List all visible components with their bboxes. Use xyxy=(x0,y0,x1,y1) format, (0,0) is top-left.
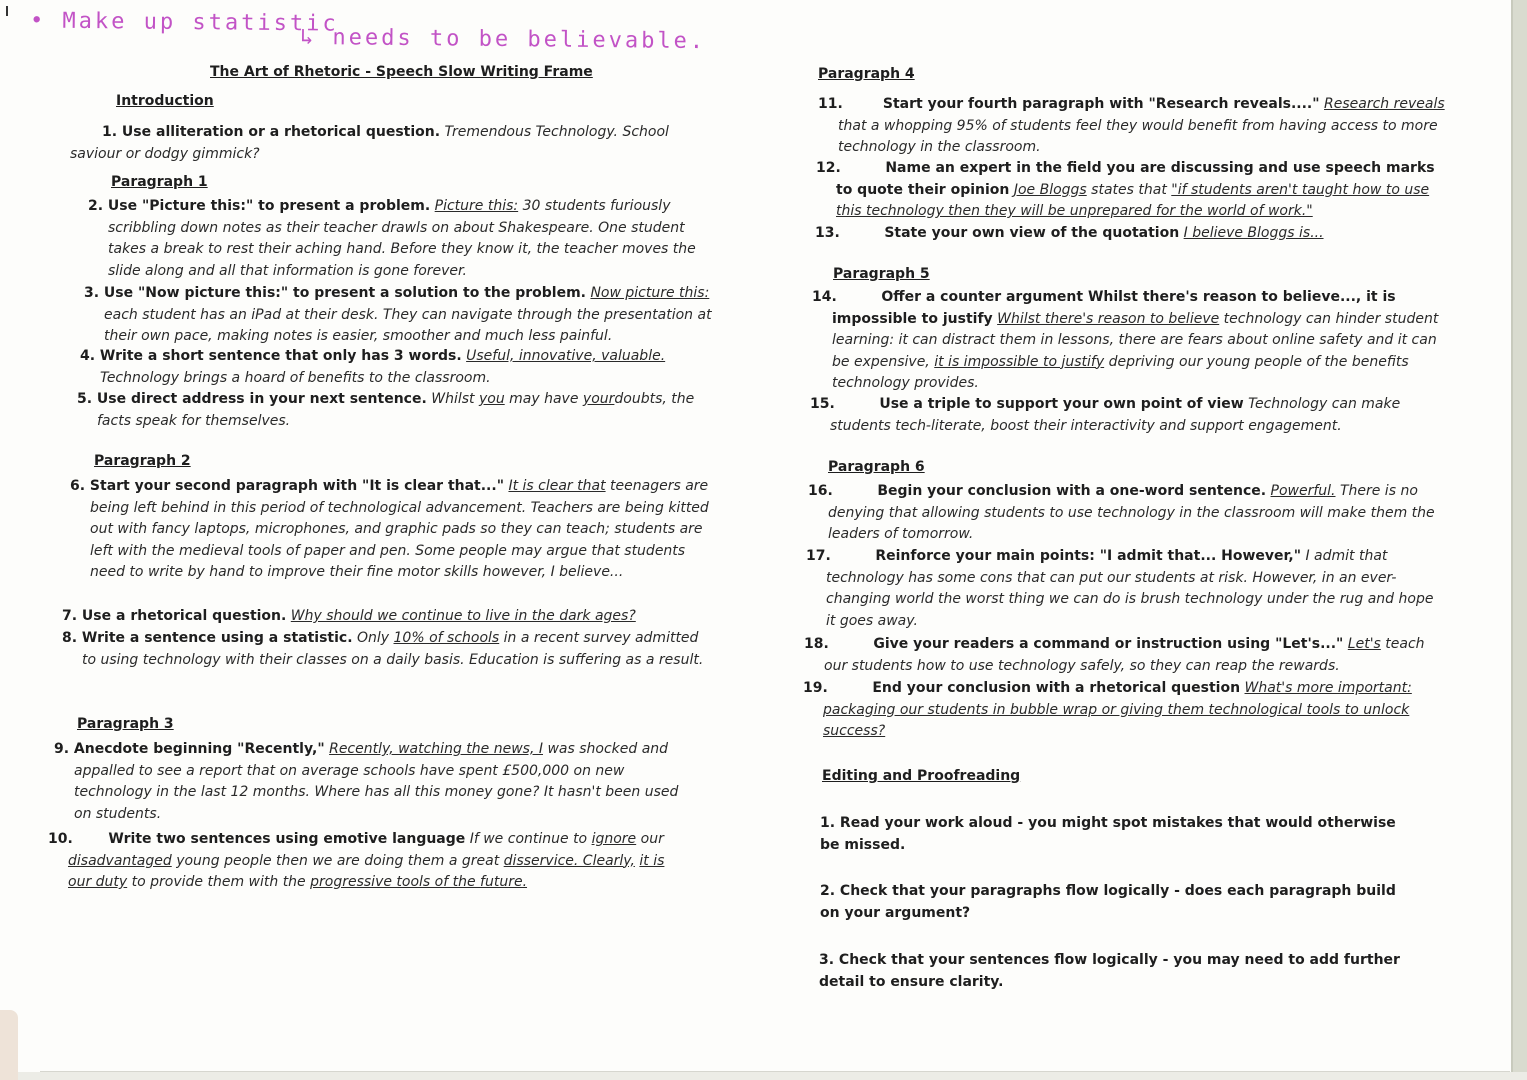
item-12-instruction: Name an expert in the field you are discussing and use speech marks to quote their opinion xyxy=(836,160,1435,198)
item-5-text-a: Whilst xyxy=(431,391,475,407)
page-bottom-edge xyxy=(0,1072,1527,1080)
item-4-instruction: 4. Write a short sentence that only has 3 words. xyxy=(80,348,462,364)
page-edge-line xyxy=(1511,0,1513,1080)
item-5-text-c: doubts, the facts speak for themselves. xyxy=(97,391,695,429)
item-13 xyxy=(815,223,1430,245)
item-18 xyxy=(804,634,1444,677)
item-5 xyxy=(77,389,702,432)
item-10-disservice: disservice. Clearly, xyxy=(503,852,635,869)
item-4 xyxy=(80,346,710,389)
item-3-instruction: 3. Use "Now picture this:" to present a solution to the problem. xyxy=(84,285,586,301)
item-14-end: depriving our young people of the benefits technology provides. xyxy=(832,353,1409,391)
item-16 xyxy=(808,481,1448,546)
item-16-example: There is no denying that allowing students to use technology in the classroom will make them the leaders of tomorrow. xyxy=(828,483,1435,542)
item-2-lead: Picture this: xyxy=(434,198,519,214)
item-2 xyxy=(88,196,713,282)
item-5-you: you xyxy=(478,391,505,407)
handwritten-note-2: ↳ needs to be believable. xyxy=(299,24,707,55)
heading-paragraph-6: Paragraph 6 xyxy=(828,459,925,475)
item-5-your: your xyxy=(582,391,615,407)
item-13-instruction: State your own view of the quotation xyxy=(884,225,1180,241)
editing-item-2: 2. Check that your paragraphs flow logically - does each paragraph build on your argument? xyxy=(820,883,1396,921)
item-17-instruction: Reinforce your main points: "I admit that... However," xyxy=(875,548,1301,564)
item-16-instruction: Begin your conclusion with a one-word sentence. xyxy=(877,483,1267,499)
item-15 xyxy=(810,394,1455,437)
item-6 xyxy=(70,476,715,584)
item-16-lead: Powerful. xyxy=(1270,483,1336,499)
item-8-instruction: 8. Write a sentence using a statistic. xyxy=(62,630,353,646)
item-9-instruction: 9. Anecdote beginning "Recently," xyxy=(54,741,325,757)
handwritten-note-1: • Make up statistic xyxy=(29,8,339,37)
item-15-example: Technology can make students tech-literate, boost their interactivity and support engagement. xyxy=(830,396,1401,434)
item-10-ignore: ignore xyxy=(591,831,637,847)
item-14-lead: Whilst there's reason to believe xyxy=(997,310,1220,327)
item-3 xyxy=(84,283,714,348)
heading-paragraph-1: Paragraph 1 xyxy=(111,174,208,190)
thumb-shadow xyxy=(0,1010,18,1080)
item-10-disadvantaged: disadvantaged xyxy=(68,852,172,869)
item-5-text-b: may have xyxy=(509,391,579,407)
item-11-instruction: Start your fourth paragraph with "Research reveals...." xyxy=(882,96,1320,112)
item-6-instruction: 6. Start your second paragraph with "It is clear that..." xyxy=(70,478,504,494)
item-14-instruction: Offer a counter argument Whilst there's reason to believe..., it is impossible to justify xyxy=(832,289,1396,327)
page-title: The Art of Rhetoric - Speech Slow Writing Frame xyxy=(210,64,593,80)
item-10-text-d: to provide them with the xyxy=(131,874,306,890)
item-2-instruction: 2. Use "Picture this:" to present a problem. xyxy=(88,198,431,214)
item-1-instruction: 1. Use alliteration or a rhetorical question. xyxy=(102,124,441,140)
item-13-example: I believe Bloggs is... xyxy=(1183,225,1324,241)
item-8-text-a: Only xyxy=(356,630,390,646)
item-11-lead: Research reveals xyxy=(1324,96,1445,112)
item-8-text-b: in a recent survey admitted to using technology with their classes on a daily basis. Education is suffering as a result. xyxy=(82,630,704,668)
heading-paragraph-3: Paragraph 3 xyxy=(77,716,174,732)
item-1-example: Tremendous Technology. School saviour or dodgy gimmick? xyxy=(70,124,669,162)
item-9-example: was shocked and appalled to see a report that on average schools have spent £500,000 on new technology in the last 12 months. Where has all this money gone? It hasn't been used on students. xyxy=(74,741,679,822)
heading-paragraph-4: Paragraph 4 xyxy=(818,66,915,82)
item-11 xyxy=(818,94,1453,159)
item-4-example: Technology brings a hoard of benefits to the classroom. xyxy=(100,369,491,386)
item-10 xyxy=(48,829,688,894)
item-15-instruction: Use a triple to support your own point of view xyxy=(879,396,1244,412)
item-7-example: Why should we continue to live in the dark ages? xyxy=(290,608,636,624)
item-19-instruction: End your conclusion with a rhetorical question xyxy=(872,680,1241,696)
item-10-number: 10. xyxy=(48,831,73,847)
heading-editing: Editing and Proofreading xyxy=(822,768,1021,784)
item-18-instruction: Give your readers a command or instruction using "Let's..." xyxy=(873,636,1344,652)
item-10-text-b: our xyxy=(640,831,664,847)
item-3-example: each student has an iPad at their desk. They can navigate through the presentation at their own pace, making notes is easier, smoother and much less painful. xyxy=(104,306,712,344)
item-10-our-duty: our duty xyxy=(68,874,128,890)
item-6-example: teenagers are being left behind in this period of technological advancement. Teachers are being kitted out with fancy laptops, microphones, and graphic pads so they can teach; students are left with the medieval tools of paper and pen. Some people may argue that students need to write by hand to improve their fine motor skills however, I believe... xyxy=(90,478,709,580)
item-7 xyxy=(62,606,722,628)
item-15-number: 15. xyxy=(810,396,835,412)
item-18-number: 18. xyxy=(804,636,829,652)
item-12-number: 12. xyxy=(816,160,841,176)
item-17-number: 17. xyxy=(806,548,831,564)
item-14-number: 14. xyxy=(812,289,837,305)
item-9-lead: Recently, watching the news, I xyxy=(329,741,543,757)
item-18-lead: Let's xyxy=(1347,636,1381,652)
item-12-expert-name: Joe Bloggs xyxy=(1013,181,1087,198)
item-17 xyxy=(806,546,1446,632)
item-10-instruction: Write two sentences using emotive language xyxy=(108,831,466,847)
item-10-tools: progressive tools of the future. xyxy=(310,874,528,890)
item-7-instruction: 7. Use a rhetorical question. xyxy=(62,608,287,624)
item-12-states: states that xyxy=(1091,181,1167,198)
item-11-number: 11. xyxy=(818,96,843,112)
item-10-it-is: it is xyxy=(639,852,665,869)
item-6-lead: It is clear that xyxy=(508,478,606,494)
item-5-instruction: 5. Use direct address in your next sentence. xyxy=(77,391,427,407)
item-13-number: 13. xyxy=(815,225,840,241)
heading-paragraph-5: Paragraph 5 xyxy=(833,266,930,282)
editing-item-1: 1. Read your work aloud - you might spot mistakes that would otherwise be missed. xyxy=(820,815,1396,853)
item-14 xyxy=(812,287,1457,395)
heading-paragraph-2: Paragraph 2 xyxy=(94,453,191,469)
item-16-number: 16. xyxy=(808,483,833,499)
item-10-text-c: young people then we are doing them a great xyxy=(176,852,500,869)
item-2-example: 30 students furiously scribbling down notes as their teacher drawls on about Shakespeare. One student takes a break to rest their aching hand. Before they know it, the teacher moves the slide along and all that information is gone forever. xyxy=(108,198,696,279)
item-17-example: I admit that technology has some cons that can put our students at risk. However, in an ever-changing world the worst thing we can do is brush technology under the rug and hope it goes away. xyxy=(826,548,1434,629)
item-14-text: technology can hinder student learning: it can distract them in lessons, there are fears about online safety and it can be expensive, xyxy=(832,310,1439,370)
item-8-statistic: 10% of schools xyxy=(393,630,500,646)
item-12-quote: "if students aren't taught how to use this technology then they will be unprepared for the world of work." xyxy=(836,181,1430,219)
item-11-example: that a whopping 95% of students feel they would benefit from having access to more technology in the classroom. xyxy=(838,117,1438,155)
item-19-example: What's more important: packaging our students in bubble wrap or giving them technological tools to unlock success? xyxy=(823,680,1412,739)
item-18-example: teach our students how to use technology safely, so they can reap the rewards. xyxy=(824,636,1425,674)
item-10-text-a: If we continue to xyxy=(469,831,588,847)
page-edge xyxy=(1513,0,1527,1080)
item-9 xyxy=(54,739,699,825)
item-19-number: 19. xyxy=(803,680,828,696)
editing-item-3: 3. Check that your sentences flow logically - you may need to add further detail to ensure clarity. xyxy=(819,952,1400,990)
item-1 xyxy=(70,122,710,165)
heading-introduction: Introduction xyxy=(116,93,214,109)
item-8 xyxy=(62,628,712,671)
scan-mark xyxy=(6,6,8,16)
item-12 xyxy=(816,158,1451,223)
item-3-lead: Now picture this: xyxy=(590,285,710,301)
item-4-lead: Useful, innovative, valuable. xyxy=(466,348,666,364)
item-14-justify: it is impossible to justify xyxy=(934,353,1105,370)
item-19 xyxy=(803,678,1443,743)
